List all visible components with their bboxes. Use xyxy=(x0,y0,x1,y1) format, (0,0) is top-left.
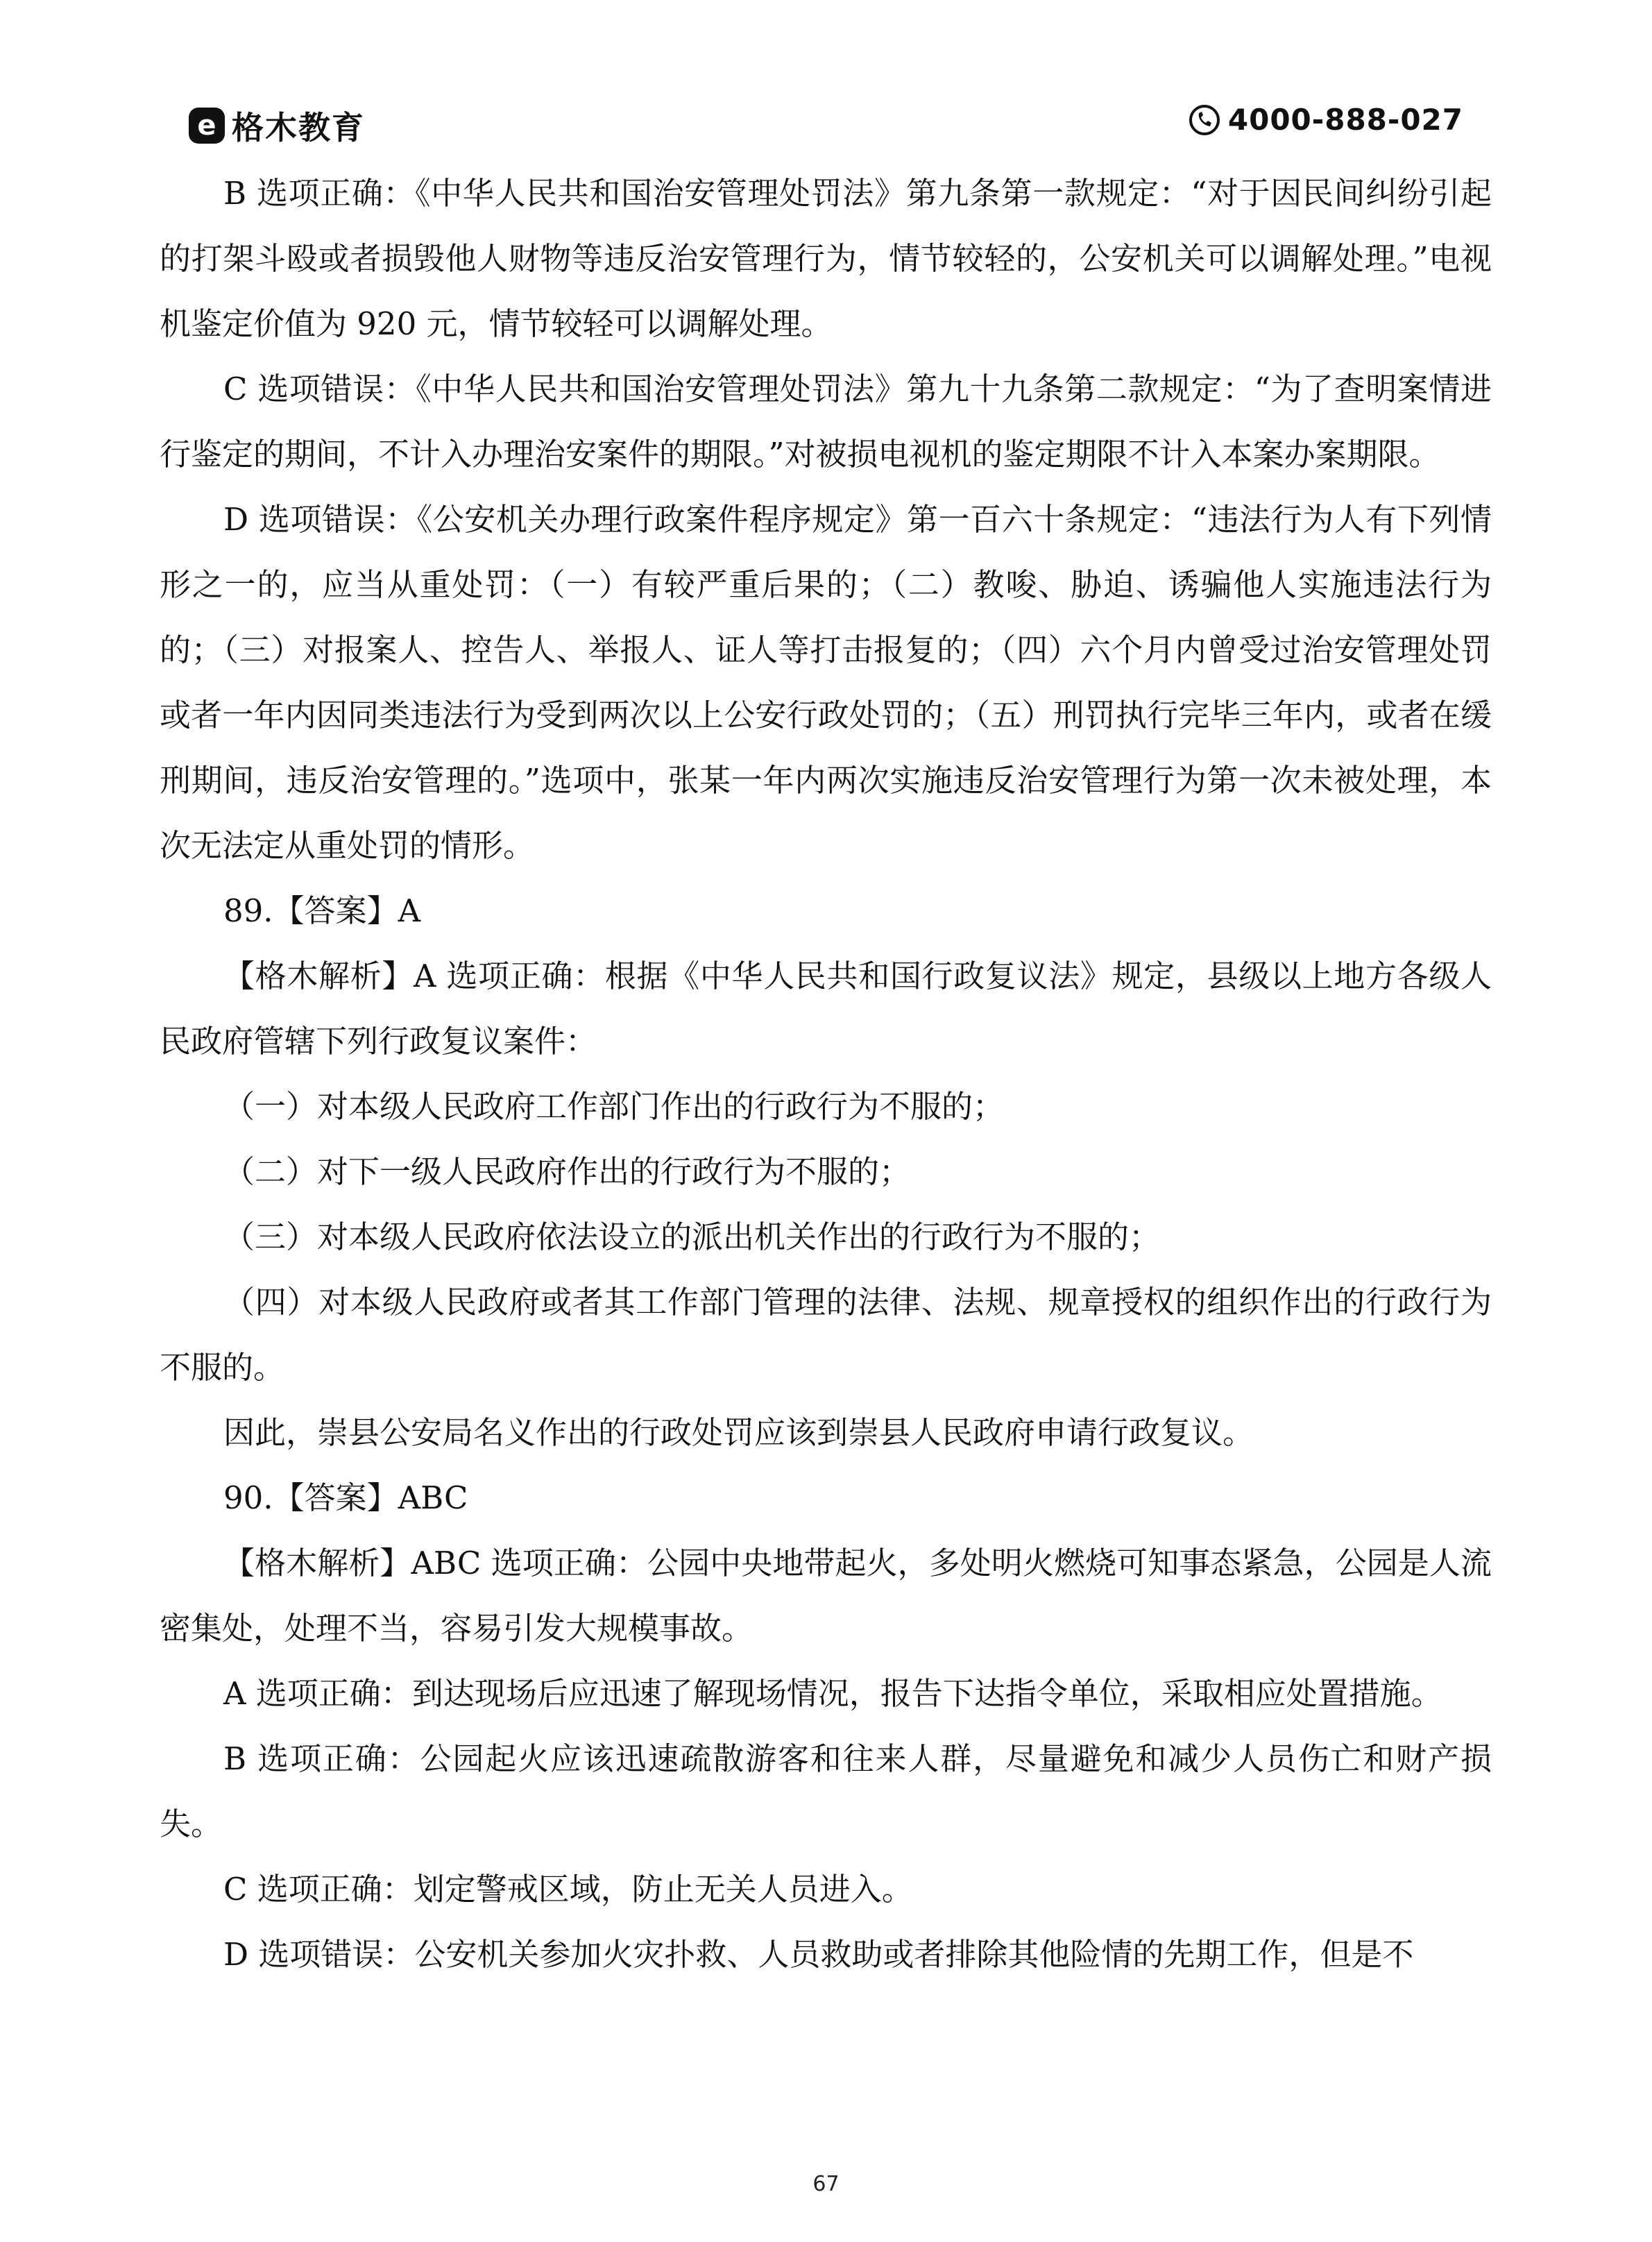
page-number: 67 xyxy=(812,2172,840,2196)
phone-icon xyxy=(1188,103,1221,137)
list-item-2: （二）对下一级人民政府作出的行政行为不服的； xyxy=(223,1153,911,1190)
analysis-90: 【格木解析】ABC 选项正确：公园中央地带起火，多处明火燃烧可知事态紧急，公园是人流密集处，处理不当，容易引发大规模事故。 xyxy=(160,1545,1492,1647)
logo-mark-icon: e xyxy=(189,108,225,144)
brand-logo xyxy=(189,103,365,148)
logo-text: 格木教育 xyxy=(232,109,365,146)
paragraph-option-d: D 选项错误：《公安机关办理行政案件程序规定》第一百六十条规定：“违法行为人有下列情形之一的，应当从重处罚：（一）有较严重后果的；（二）教唆、胁迫、诱骗他人实施违法行为的；（三）对报案人、控告人、举报人、证人等打击报复的；（四）六个月内曾受过治安管理处罚或者一年内因同类违法行为受到两次以上公安行政处罚的；（五）刑罚执行完毕三年内，或者在缓刑期间，违反治安管理的。”选项中，张某一年内两次实施违反治安管理行为第一次未被处理，本次无法定从重处罚的情形。 xyxy=(160,501,1492,864)
paragraph-option-b: B 选项正确：《中华人民共和国治安管理处罚法》第九条第一款规定：“对于因民间纠纷引起的打架斗殴或者损毁他人财物等违反治安管理行为，情节较轻的，公安机关可以调解处理。”电视机鉴定价值为 920 元，情节较轻可以调解处理。 xyxy=(160,175,1492,342)
page-header xyxy=(189,103,1463,151)
answer-90: 90.【答案】ABC xyxy=(223,1479,468,1516)
option-a-90: A 选项正确：到达现场后应迅速了解现场情况，报告下达指令单位，采取相应处置措施。 xyxy=(223,1675,1442,1712)
phone-number: 4000-888-027 xyxy=(1227,103,1463,137)
list-item-3: （三）对本级人民政府依法设立的派出机关作出的行政行为不服的； xyxy=(223,1218,1161,1255)
option-b-90: B 选项正确：公园起火应该迅速疏散游客和往来人群，尽量避免和减少人员伤亡和财产损失。 xyxy=(160,1740,1492,1842)
conclusion-89: 因此，崇县公安局名义作出的行政处罚应该到崇县人民政府申请行政复议。 xyxy=(223,1414,1254,1451)
list-item-1: （一）对本级人民政府工作部门作出的行政行为不服的； xyxy=(223,1088,1005,1125)
document-body xyxy=(160,161,1492,1987)
option-d-90: D 选项错误：公安机关参加火灾扑救、人员救助或者排除其他险情的先期工作，但是不 xyxy=(223,1936,1414,1973)
phone-contact xyxy=(1188,103,1463,137)
page-footer xyxy=(0,2172,1652,2196)
option-c-90: C 选项正确：划定警戒区域，防止无关人员进入。 xyxy=(223,1871,913,1908)
answer-89: 89.【答案】A xyxy=(223,892,421,929)
analysis-89: 【格木解析】A 选项正确：根据《中华人民共和国行政复议法》规定，县级以上地方各级人民政府管辖下列行政复议案件： xyxy=(160,958,1492,1060)
list-item-4: （四）对本级人民政府或者其工作部门管理的法律、法规、规章授权的组织作出的行政行为不服的。 xyxy=(160,1284,1492,1386)
paragraph-option-c: C 选项错误：《中华人民共和国治安管理处罚法》第九十九条第二款规定：“为了查明案情进行鉴定的期间，不计入办理治安案件的期限。”对被损电视机的鉴定期限不计入本案办案期限。 xyxy=(160,371,1492,473)
